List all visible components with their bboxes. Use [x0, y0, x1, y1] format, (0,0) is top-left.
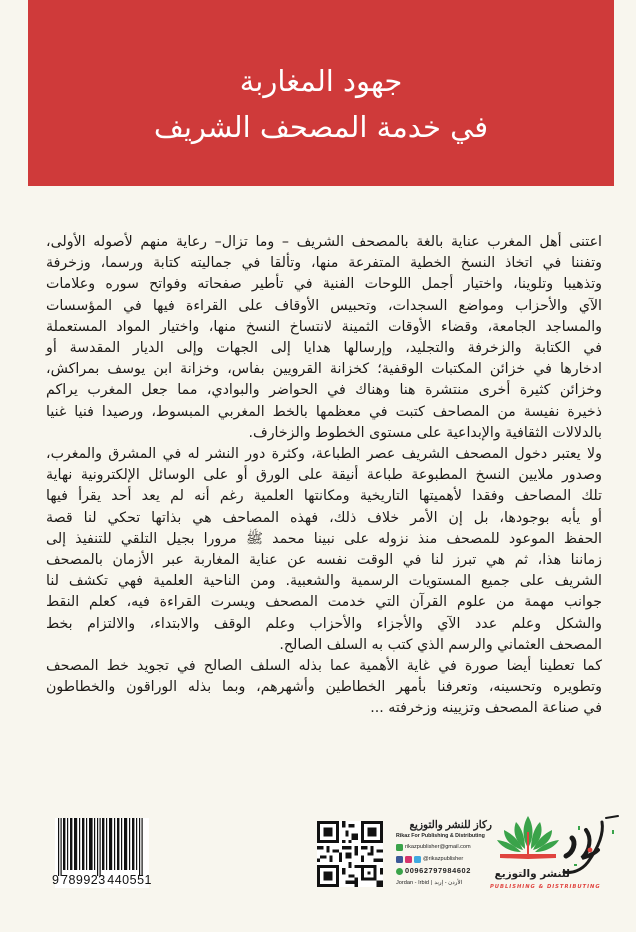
text-line: الآي والأحزاب ومواضع السجدات، وتحبيس الأوقاف على القراءة فيها في المؤسسات: [46, 297, 602, 314]
whatsapp-icon: [396, 868, 403, 875]
location-divider: |: [430, 880, 433, 886]
publisher-name-ar: ركاز للنشر والتوزيع: [409, 819, 492, 831]
text-line: تلك المصاحف وفقدا لأهميتها التاريخية ومكانتها العلمية رغم أنه لم يعد أحد يقرأ فيها: [46, 488, 602, 505]
logo-tagline: PUBLISHING & DISTRIBUTING: [490, 884, 601, 890]
text-line: الشريف على جميع المستويات الرسمية والشعبية. ومن الناحية العلمية فهي تكشف لنا: [46, 573, 602, 590]
text-line: في صناعة المصحف وتزيينه وزخرفته ...: [370, 700, 602, 717]
paragraph-1: [46, 232, 602, 444]
text-line: وخزائن كثيرة أخرى منتشرة هنا وهناك في الحواضر والبوادي، مما جعل المغرب يراكم: [46, 382, 602, 399]
text-line: والشكل وعلم عدد الآي والأجزاء والأحزاب وعلم الوقف والابتداء، والالتزام بخط: [46, 615, 602, 632]
text-line: المصحف العثماني والرسم الذي كتب به السلف الصالح.: [279, 636, 602, 653]
title-banner: [28, 0, 614, 186]
publisher-location-en: Jordan - Irbid: [396, 880, 429, 886]
publisher-name-en: Rikaz For Publishing & Distributing: [396, 833, 485, 839]
text-line: أو يأبه بوجودها، بل إن الأمر خلاف ذلك، فهذه المصاحف هي بذاتها تحكي لنا قصة: [46, 509, 602, 526]
twitter-icon[interactable]: [414, 856, 421, 863]
isbn-digit-prefix: 9: [52, 873, 60, 887]
publisher-social-handle[interactable]: @rikazpublisher: [423, 856, 464, 862]
publisher-phone-row[interactable]: [396, 865, 492, 877]
text-line: الحفظ الموعود للمصحف منذ نزوله على نبينا محمد ﷺ مرورا بجيل التلقي للتنفيذ إلى: [46, 530, 602, 547]
text-line: وتطويره وتحسينه، وتعرفنا بأمهر الخطاطين وأشهرهم، وبما بذله الوراقون والخطاطون: [46, 679, 602, 696]
text-line: وصدور ملايين النسخ المطبوعة طباعة أنيقة على الورق أو على الوسائل الإلكترونية نهاية: [46, 467, 602, 484]
text-line: وتفننا في اتخاذ النسخ الخطية المتفرعة منها، وتألقا في جماليته كتابة ورسما، وزخرفة: [46, 255, 602, 272]
text-line: ولا يعتبر دخول المصحف الشريف عصر الطباعة، وكثرة دور النشر له في المشرق والمغرب،: [46, 446, 602, 463]
publisher-logo-icon: [494, 812, 619, 894]
paragraph-3: [46, 656, 602, 720]
book-title-line-2: في خدمة المصحف الشريف: [153, 110, 489, 144]
text-line: في الكتابة والزخرفة والتجليد، وإرسالها هدايا إلى الجهات وإلى الديار المقدسة أو: [46, 340, 602, 357]
text-line: ادخارها في خزائن المكتبات الوقفية؛ كخزانة القرويين بفاس، وخزانة ابن يوسف بمراكش،: [46, 361, 602, 378]
instagram-icon[interactable]: [405, 856, 412, 863]
qr-code-icon[interactable]: [317, 821, 383, 887]
blurb-text: [46, 232, 602, 720]
logo-text-ar: للنشر والتوزيع: [494, 868, 570, 880]
barcode-bars-icon: [55, 818, 149, 876]
text-line: ذخيرة نفيسة من المصاحف كتبت في معظمها بالخط المغربي المبسوط، ورصيدا فنيا غنيا: [46, 403, 602, 420]
publisher-location-ar: الأردن - إربد: [434, 880, 463, 886]
publisher-contact-block: [396, 818, 492, 889]
publisher-email-row[interactable]: [396, 841, 492, 853]
text-line: كما تعطينا أيضا صورة في غاية الأهمية عما بذله السلف الصالح في تجويد خط المصحف: [46, 658, 602, 675]
isbn-number: [52, 873, 152, 887]
text-line: زماننا هذا، ثم هي تبرز لنا في الوقت نفسه عن عناية المغاربة عبر الأزمان بالمصحف: [46, 552, 602, 569]
paragraph-2: [46, 444, 602, 656]
publisher-social-row[interactable]: [396, 853, 492, 865]
text-line: وتذهيبا وتلوينا، واختيار أجمل اللوحات الفنية في تأطير صفحاته وفواتح سوره وعلامات: [46, 276, 602, 293]
publisher-email[interactable]: rikazpublisher@gmail.com: [405, 844, 471, 850]
text-line: جوانب مهمة من علوم القرآن التي خدمت المصحف ويسرت القراءة فيه، كعلم النقط: [46, 594, 602, 611]
text-line: بالدلالات الثقافية والإبداعية على مستوى الخطوط والزخارف.: [248, 424, 602, 441]
email-icon: [396, 844, 403, 851]
text-line: اعتنى أهل المغرب عناية بالغة بالمصحف الشريف – وما تزال– رعاية منهم لأصوله الأولى،: [46, 234, 602, 250]
isbn-digits-left: 789923: [61, 873, 106, 887]
text-line: والمساجد الجامعة، وقضاء الأوقات الثمينة لانتساخ النسخ منها، واختيار المواد المستعملة: [46, 318, 602, 335]
publisher-location-row: [396, 877, 492, 889]
book-title-line-1: جهود المغاربة: [239, 64, 403, 98]
isbn-digits-right: 440551: [107, 873, 152, 887]
facebook-icon[interactable]: [396, 856, 403, 863]
publisher-phone[interactable]: 00962797984602: [405, 866, 471, 875]
